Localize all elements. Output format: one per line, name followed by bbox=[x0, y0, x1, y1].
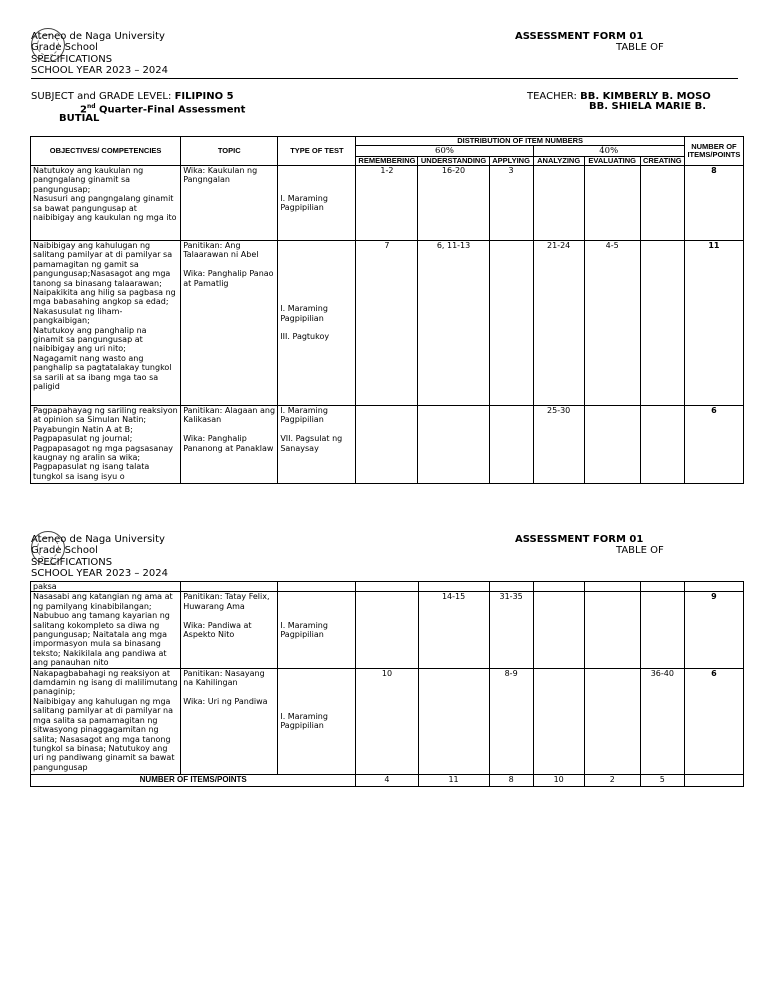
applying-cell bbox=[489, 582, 533, 592]
number-cell: 11 bbox=[684, 241, 743, 406]
quarter-title: Quarter-Final Assessment bbox=[95, 104, 246, 116]
total-number bbox=[684, 774, 743, 786]
type-cell: I. Maraming Pagpipilian bbox=[278, 592, 356, 668]
understanding-cell: 16-20 bbox=[418, 166, 489, 241]
header-evaluating: EVALUATING bbox=[584, 157, 640, 166]
specifications-label: SPECIFICATIONS bbox=[31, 54, 113, 65]
totals-label: NUMBER OF ITEMS/POINTS bbox=[31, 774, 356, 786]
header-number-of-items: NUMBER OF ITEMS/POINTS bbox=[684, 137, 743, 166]
header-objectives: OBJECTIVES/ COMPETENCIES bbox=[31, 137, 181, 166]
creating-cell bbox=[640, 582, 684, 592]
table-of-label: TABLE OF bbox=[616, 42, 664, 53]
school-year: SCHOOL YEAR 2023 – 2024 bbox=[31, 65, 168, 76]
school-year: SCHOOL YEAR 2023 – 2024 bbox=[31, 568, 168, 579]
number-cell: 6 bbox=[684, 668, 743, 774]
applying-cell: 8-9 bbox=[489, 668, 533, 774]
topic-cell: Wika: Kaukulan ng Pangngalan bbox=[181, 166, 278, 241]
number-cell bbox=[684, 582, 743, 592]
number-cell: 8 bbox=[684, 166, 743, 241]
type-cell: I. Maraming Pagpipilian bbox=[278, 668, 356, 774]
header-40-percent: 40% bbox=[533, 146, 684, 157]
table-row bbox=[31, 241, 744, 406]
totals-row bbox=[31, 774, 744, 786]
applying-cell bbox=[489, 406, 533, 484]
type-cell: I. Maraming Pagpipilian VII. Pagsulat ng Sanaysay bbox=[278, 406, 356, 484]
table-of-label: TABLE OF bbox=[616, 545, 664, 556]
analyzing-cell bbox=[533, 592, 584, 668]
specifications-label: SPECIFICATIONS bbox=[31, 557, 113, 568]
form-title: ASSESSMENT FORM 01 bbox=[515, 534, 644, 545]
evaluating-cell bbox=[584, 166, 640, 241]
understanding-cell bbox=[418, 668, 489, 774]
topic-cell: Panitikan: Ang Talaarawan ni Abel Wika: Panghalip Panao at Pamatlig bbox=[181, 241, 278, 406]
total-understanding: 11 bbox=[418, 774, 489, 786]
school-division: Grade School bbox=[31, 42, 98, 53]
header-divider bbox=[31, 78, 738, 79]
remembering-cell: 10 bbox=[356, 668, 418, 774]
objectives-continuation-cell: paksa bbox=[31, 582, 181, 592]
form-title: ASSESSMENT FORM 01 bbox=[515, 31, 644, 42]
subject-value: FILIPINO 5 bbox=[174, 91, 234, 102]
topic-cell: Panitikan: Alagaan ang Kalikasan Wika: Panghalip Pananong at Panaklaw bbox=[181, 406, 278, 484]
header-understanding: UNDERSTANDING bbox=[418, 157, 489, 166]
applying-cell: 31-35 bbox=[489, 592, 533, 668]
remembering-cell: 7 bbox=[356, 241, 418, 406]
understanding-cell: 14-15 bbox=[418, 592, 489, 668]
school-name: Ateneo de Naga University bbox=[31, 31, 165, 42]
header-distribution: DISTRIBUTION OF ITEM NUMBERS bbox=[356, 137, 684, 146]
creating-cell bbox=[640, 592, 684, 668]
evaluating-cell bbox=[584, 406, 640, 484]
topic-cell: Panitikan: Nasayang na Kahilingan Wika: Uri ng Pandiwa bbox=[181, 668, 278, 774]
table-row bbox=[31, 166, 744, 241]
number-cell: 9 bbox=[684, 592, 743, 668]
table-row bbox=[31, 668, 744, 774]
quarter-number: 2 bbox=[80, 104, 87, 116]
analyzing-cell bbox=[533, 166, 584, 241]
objectives-cell: Pagpapahayag ng sariling reaksiyon at opinion sa Simulan Natin; Payabungin Natin A at B; Pagpapasulat ng journal; Pagpapasagot ng mga pagsasanay kaugnay ng aralin sa wika; Pagpapasulat ng isang talata tungkol sa isang isyu o bbox=[31, 406, 181, 484]
school-name: Ateneo de Naga University bbox=[31, 534, 165, 545]
number-cell: 6 bbox=[684, 406, 743, 484]
remembering-cell bbox=[356, 406, 418, 484]
analyzing-cell: 25-30 bbox=[533, 406, 584, 484]
header-analyzing: ANALYZING bbox=[533, 157, 584, 166]
understanding-cell bbox=[418, 406, 489, 484]
total-creating: 5 bbox=[640, 774, 684, 786]
evaluating-cell bbox=[584, 592, 640, 668]
type-cell: I. Maraming Pagpipilian III. Pagtukoy bbox=[278, 241, 356, 406]
quarter-line bbox=[80, 101, 245, 115]
header-applying: APPLYING bbox=[489, 157, 533, 166]
table-row bbox=[31, 592, 744, 668]
creating-cell: 36-40 bbox=[640, 668, 684, 774]
type-cell: I. Maraming Pagpipilian bbox=[278, 166, 356, 241]
understanding-cell: 6, 11-13 bbox=[418, 241, 489, 406]
school-division: Grade School bbox=[31, 545, 98, 556]
teacher-label: TEACHER: bbox=[527, 91, 581, 102]
remembering-cell bbox=[356, 582, 418, 592]
quarter-suffix: nd bbox=[86, 103, 96, 110]
subject-label: SUBJECT and GRADE LEVEL: bbox=[31, 91, 175, 102]
analyzing-cell: 21-24 bbox=[533, 241, 584, 406]
applying-cell: 3 bbox=[489, 166, 533, 241]
topic-cell bbox=[181, 582, 278, 592]
header-topic: TOPIC bbox=[181, 137, 278, 166]
teacher-surname: BUTIAL bbox=[59, 113, 100, 124]
remembering-cell bbox=[356, 592, 418, 668]
type-cell bbox=[278, 582, 356, 592]
objectives-cell: Nasasabi ang katangian ng ama at ng pamilyang kinabibilangan; Nabubuo ang tamang kayarian ng salitang kokompleto sa diwa ng pangungusap; Naitatala ang mga impormasyon mula sa binasang teksto; Nakikilala ang pandiwa at ang panauhan nito bbox=[31, 592, 181, 668]
creating-cell bbox=[640, 166, 684, 241]
header-remembering: REMEMBERING bbox=[356, 157, 418, 166]
creating-cell bbox=[640, 406, 684, 484]
remembering-cell: 1-2 bbox=[356, 166, 418, 241]
analyzing-cell bbox=[533, 582, 584, 592]
creating-cell bbox=[640, 241, 684, 406]
objectives-cell: Nakapagbabahagi ng reaksiyon at damdamin ng isang di malilimutang panaginip; Naibibigay ang kahulugan ng mga salitang pamilyar at di pamilyar na mga salita sa pamamagitan ng sitwasyong pinaggagamitan ng salita; Nasasagot ang mga tanong tungkol sa binasa; Natutukoy ang uri ng pandiwang ginamit sa bawat pangungusap bbox=[31, 668, 181, 774]
total-remembering: 4 bbox=[356, 774, 418, 786]
header-creating: CREATING bbox=[640, 157, 684, 166]
tos-table-page2 bbox=[30, 581, 744, 787]
topic-cell: Panitikan: Tatay Felix, Huwarang Ama Wika: Pandiwa at Aspekto Nito bbox=[181, 592, 278, 668]
evaluating-cell bbox=[584, 582, 640, 592]
analyzing-cell bbox=[533, 668, 584, 774]
objectives-cell: Naibibigay ang kahulugan ng salitang pamilyar at di pamilyar sa pamamagitan ng gamit sa pangungusap;Nasasagot ang mga tanong sa binasang talaarawan; Naipakikita ang hilig sa pagbasa ng mga babasahing angkop sa edad; Nakasusulat ng liham-pangkaibigan; Natutukoy ang panghalip na ginamit sa pangungusap at naibibigay ang uri nito; Nagagamit nang wasto ang panghalip sa pagtatalakay tungkol sa sarili at sa ibang mga tao sa paligid bbox=[31, 241, 181, 406]
objectives-cell: Natutukoy ang kaukulan ng pangngalang ginamit sa pangungusap; Nasusuri ang pangngalang ginamit sa bawat pangungusap at naibibigay ang kaukulan ng mga ito bbox=[31, 166, 181, 241]
evaluating-cell bbox=[584, 668, 640, 774]
teacher-1: BB. KIMBERLY B. MOSO bbox=[580, 91, 711, 102]
table-row bbox=[31, 582, 744, 592]
teacher-2: BB. SHIELA MARIE B. bbox=[589, 101, 707, 112]
total-applying: 8 bbox=[489, 774, 533, 786]
applying-cell bbox=[489, 241, 533, 406]
total-evaluating: 2 bbox=[584, 774, 640, 786]
header-type-of-test: TYPE OF TEST bbox=[278, 137, 356, 166]
table-row bbox=[31, 406, 744, 484]
total-analyzing: 10 bbox=[533, 774, 584, 786]
header-60-percent: 60% bbox=[356, 146, 533, 157]
understanding-cell bbox=[418, 582, 489, 592]
evaluating-cell: 4-5 bbox=[584, 241, 640, 406]
tos-table-page1 bbox=[30, 136, 744, 484]
